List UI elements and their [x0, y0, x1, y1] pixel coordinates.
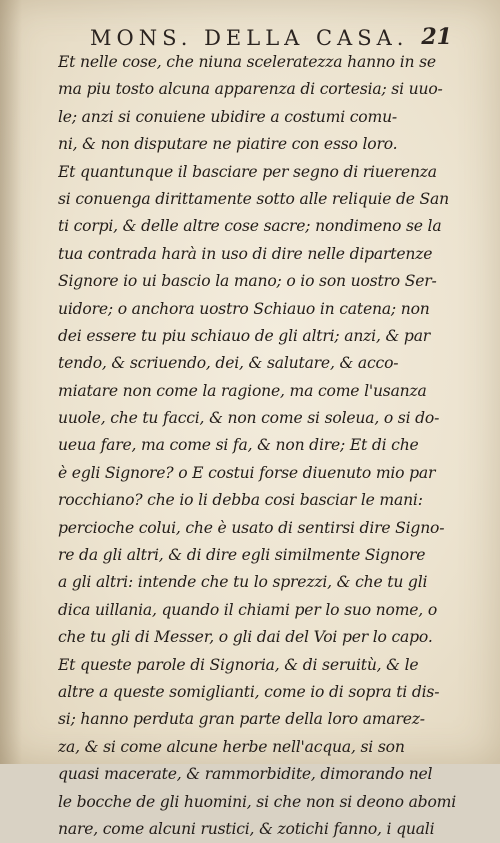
text-line: uidore; o anchora uostro Schiauo in catena; non — [58, 299, 430, 318]
text-line: a gli altri: intende che tu lo sprezzi, & che tu gli — [58, 573, 428, 592]
text-line: è egli Signore? o E costui forse diuenuto mio par — [58, 463, 436, 482]
text-line: Et nelle cose, che niuna sceleratezza hanno in se — [58, 53, 436, 71]
text-line: Signore io ui bascio la mano; o io son uostro Ser- — [58, 272, 437, 291]
text-line: si; hanno perduta gran parte della loro amarez- — [58, 710, 425, 729]
text-line: percioche colui, che è usato di sentirsi dire Signo- — [58, 518, 445, 537]
text-line: si conuenga dirittamente sotto alle reliquie de San — [58, 189, 449, 208]
text-line: Et quantunque il basciare per segno di riuerenza — [58, 162, 437, 181]
text-line: tua contrada harà in uso di dire nelle dipartenze — [58, 244, 433, 263]
text-line: altre a queste somiglianti, come io di sopra ti dis- — [58, 682, 440, 701]
text-line: le bocche de gli huomini, si che non si deono abomi — [58, 792, 457, 811]
text-line: ma piu tosto alcuna apparenza di cortesia; si uuo- — [58, 80, 443, 99]
page-gutter-shadow — [0, 0, 22, 764]
text-line: dica uillania, quando il chiami per lo suo nome, o — [58, 600, 438, 619]
text-line: le; anzi si conuiene ubidire a costumi comu- — [58, 107, 397, 126]
text-line: che tu gli di Messer, o gli dai del Voi per lo capo. — [58, 628, 433, 647]
text-line: miatare non come la ragione, ma come l'usanza — [58, 381, 427, 400]
text-line: quasi macerate, & rammorbidite, dimorando nel — [58, 765, 433, 784]
page-number: 21 — [421, 24, 452, 50]
text-line: tendo, & scriuendo, dei, & salutare, & acco- — [58, 354, 399, 373]
text-line: dei essere tu piu schiauo de gli altri; anzi, & par — [58, 326, 431, 345]
text-line: ueua fare, ma come si fa, & non dire; Et di che — [58, 436, 419, 455]
text-line: rocchiano? che io li debba cosi basciar le mani: — [58, 491, 423, 510]
text-line: re da gli altri, & di dire egli similmente Signore — [58, 546, 426, 565]
text-line: uuole, che tu facci, & non come si soleua, o si do- — [58, 409, 440, 428]
text-line: ti corpi, & delle altre cose sacre; nondimeno se la — [58, 217, 442, 236]
text-line: nare, come alcuni rustici, & zotichi fanno, i quali — [58, 819, 435, 838]
text-line: za, & si come alcune herbe nell'acqua, si son — [58, 737, 405, 756]
body-text — [58, 49, 460, 843]
text-line: ni, & non disputare ne piatire con esso loro. — [58, 135, 398, 154]
text-line: Et queste parole di Signoria, & di seruitù, & le — [58, 655, 419, 674]
running-head: MONS. DELLA CASA. — [90, 26, 409, 50]
